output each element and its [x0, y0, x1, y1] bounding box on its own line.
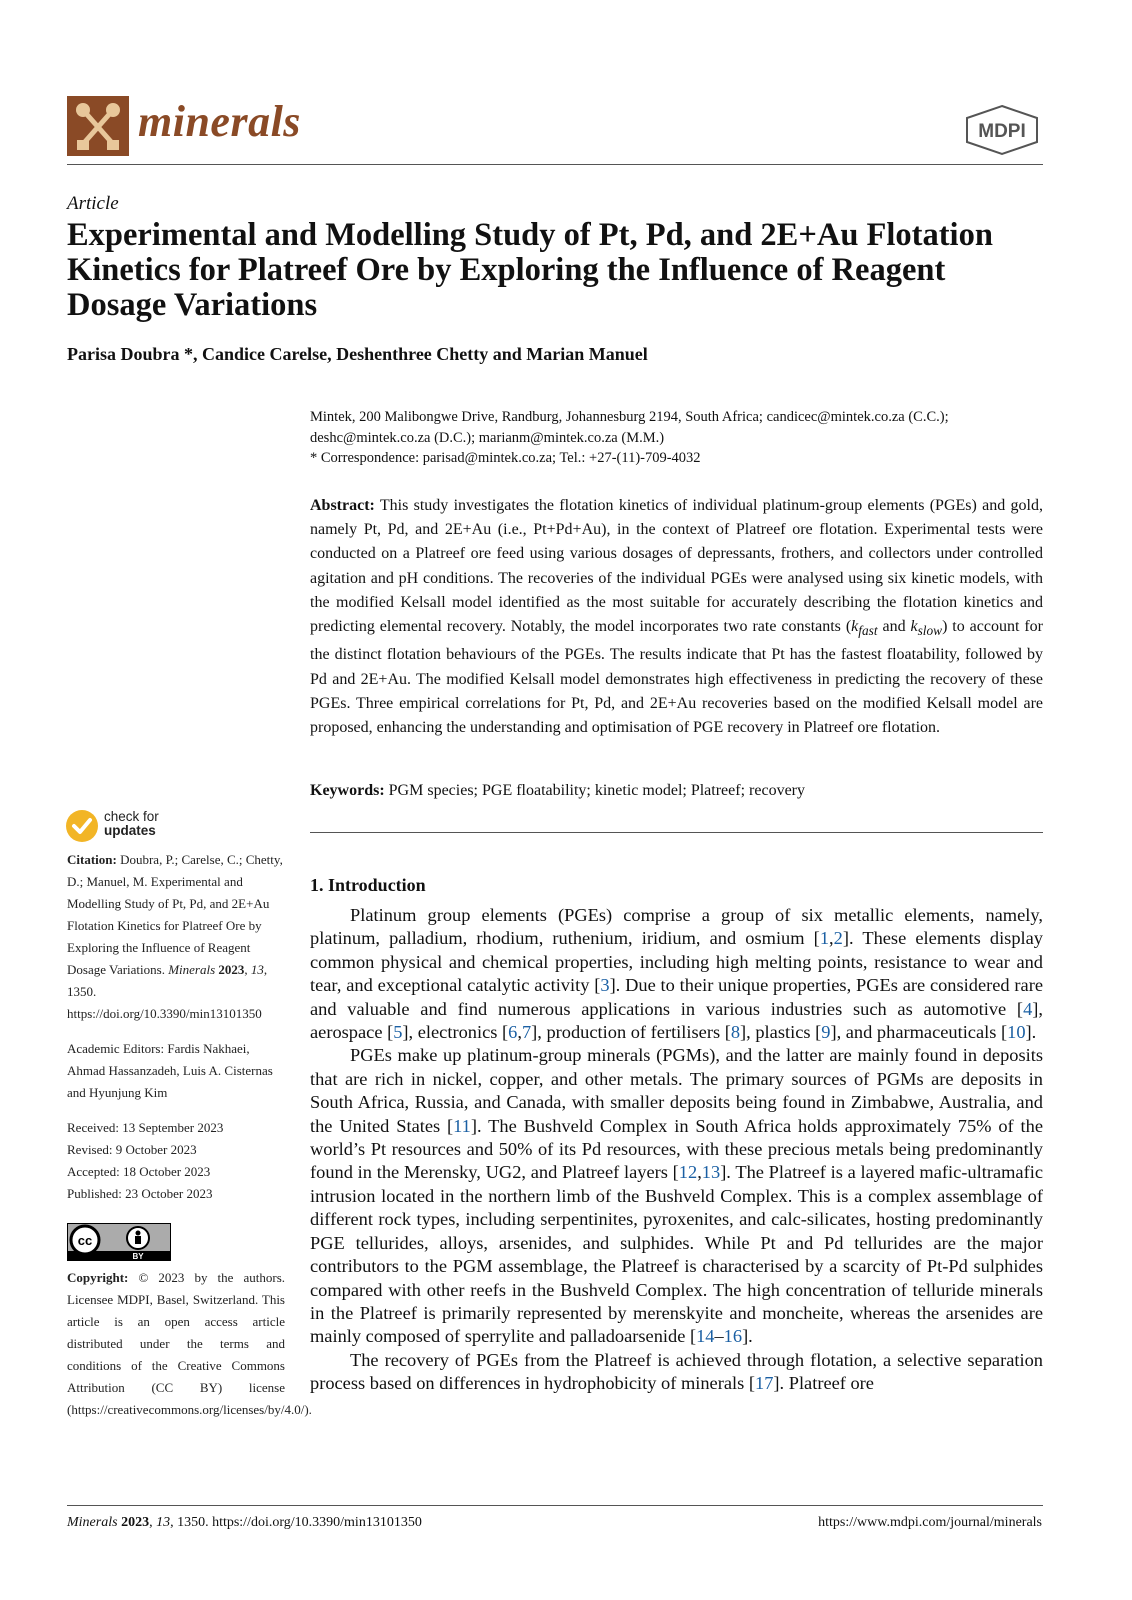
citation-link[interactable]: 7: [521, 1022, 532, 1043]
paragraph-1: Platinum group elements (PGEs) comprise a group of six metallic elements, namely, platinum, palladium, rhodium, ruthenium, iridium, and osmium [1,2]. These elements display common physical and chemical properties, including high melting points, resistance to wear and tear, and exceptional catalytic activity [3]. Due to their unique properties, PGEs are considered rare and valuable and find numerous applications in various industries such as automotive [4], aerospace [5], electronics [6,7], production of fertilisers [8], plastics [9], and pharmaceuticals [10].: [310, 905, 1043, 1043]
citation-link[interactable]: 3: [600, 975, 610, 996]
footer-citation: Minerals 2023, 13, 1350. https://doi.org/10.3390/min13101350: [67, 1515, 422, 1530]
abstract-divider: [310, 832, 1043, 833]
citation-link[interactable]: 4: [1023, 998, 1033, 1019]
abstract: Abstract: This study investigates the flotation kinetics of individual platinum-group elements (PGEs) and gold, namely Pt, Pd, and 2E+Au (i.e., Pt+Pd+Au), in the context of Platreef ore flotation. Experimental tests were conducted on a Platreef ore feed using various dosages of depressants, frothers, and collectors under controlled agitation and pH conditions. The recoveries of the individual PGEs were analysed using six kinetic models, with the modified Kelsall model identified as the most suitable for accurately describing the flotation kinetics and predicting elemental recovery. Notably, the model incorporates two rate constants ($k_{fast}$ and $k_{slow}$) to account for the distinct flotation behaviours of the PGEs. The results indicate that Pt has the fastest floatability, followed by Pd and 2E+Au. The modified Kelsall model demonstrates high effectiveness in predicting the recovery of these PGEs. Three empirical correlations for Pt, Pd, and 2E+Au recoveries based on the modified Kelsall model are proposed, enhancing the understanding and optimisation of PGE recovery in Platreef ore flotation.: [310, 497, 1044, 737]
header-rule: [67, 164, 1043, 165]
citation-link[interactable]: 8: [730, 1022, 741, 1043]
citation-link[interactable]: 17: [755, 1373, 774, 1394]
citation-link[interactable]: 1: [819, 928, 830, 949]
footer-rule: [67, 1505, 1043, 1506]
correspondence: * Correspondence: parisad@mintek.co.za; Tel.: +27-(11)-709-4032: [310, 450, 701, 466]
section-heading: 1. Introduction: [310, 875, 426, 895]
paragraph-2: PGEs make up platinum-group minerals (PGMs), and the latter are mainly found in deposits that are rich in nickel, copper, and other metals. The primary sources of PGMs are deposits in South Africa, Russia, and Canada, with smaller deposits being found in Zimbabwe, Australia, and the United States [11]. The Bushveld Complex in South Africa holds approximately 75% of the world’s Pt resources and 50% of its Pd resources, with these precious metals being predominantly found in the Merensky, UG2, and Platreef layers [12,13]. The Platreef is a layered mafic-ultramafic intrusion located in the northern limb of the Bushveld Complex. This is a complex assemblage of different rock types, including serpentinites, pyroxenites, and calc-silicates, hosting predominantly PGE tellurides, alloys, arsenides, and sulphides. While Pt and Pd tellurides are the major contributors to the PGM assemblage, the Platreef is characterised by a scarcity of Pt-Pd sulphides compared with other reefs in the Bushveld Complex. The high concentration of telluride minerals in the Platreef is primarily represented by merenskyite and moncheite, whereas the arsenides are mainly composed of sperrylite and palladoarsenide [14–16].: [310, 1045, 1043, 1347]
citation-link[interactable]: 6: [508, 1022, 518, 1043]
checkmark-icon: [66, 810, 98, 842]
citation-link[interactable]: 9: [821, 1022, 831, 1043]
article-type: Article: [67, 193, 119, 214]
published-date: Published: 23 October 2023: [67, 1186, 213, 1201]
k-slow: $k_{slow}$: [910, 618, 943, 639]
copyright-block: Copyright: © 2023 by the authors. Licensee MDPI, Basel, Switzerland. This article is an open access article distributed under the terms and conditions of the Creative Commons Attribution (CC BY) license (https://creativecommons.org/licenses/by/4.0/).: [67, 1270, 312, 1417]
citation-block: Citation: Doubra, P.; Carelse, C.; Chetty, D.; Manuel, M. Experimental and Modelling Study of Pt, Pd, and 2E+Au Flotation Kinetics for Platreef Ore by Exploring the Influence of Reagent Dosage Variations. Minerals 2023, 13, 1350. https://doi.org/10.3390/min13101350: [67, 852, 283, 1021]
abstract-text-1: This study investigates the flotation kinetics of individual platinum-group elements (PGEs) and gold, namely Pt, Pd, and 2E+Au (i.e., Pt+Pd+Au), in the context of Platreef ore flotation. Experimental tests were conducted on a Platreef ore feed using various dosages of depressants, frothers, and collectors under controlled agitation and pH conditions. The recoveries of the individual PGEs were analysed using six kinetic models, with the modified Kelsall model identified as the most suitable for accurately describing the flotation kinetics and predicting elemental recovery. Notably, the model incorporates two rate constants (: [310, 497, 1043, 636]
check-for-updates-label[interactable]: check for updates: [104, 809, 159, 838]
abstract-label: Abstract:: [310, 497, 375, 514]
body-text: [310, 904, 1043, 1396]
mdpi-logo: [963, 104, 1041, 156]
accepted-date: Accepted: 18 October 2023: [67, 1164, 211, 1179]
keywords-text: PGM species; PGE floatability; kinetic model; Platreef; recovery: [388, 782, 805, 799]
footer-journal-url[interactable]: https://www.mdpi.com/journal/minerals: [818, 1515, 1042, 1530]
citation-link[interactable]: 10: [1007, 1022, 1026, 1043]
citation-link[interactable]: 13: [701, 1162, 721, 1183]
received-date: Received: 13 September 2023: [67, 1120, 224, 1135]
academic-editors: Academic Editors: Fardis Nakhaei, Ahmad Hassanzadeh, Luis A. Cisternas and Hyunjung Kim: [67, 1041, 273, 1100]
svg-text:BY: BY: [132, 1252, 144, 1260]
mdpi-logo-text: MDPI: [978, 121, 1026, 142]
history-dates: [67, 1117, 285, 1205]
abstract-text-2: ) to account for the distinct flotation behaviours of the PGEs. The results indicate that Pt has the fastest floatability, followed by Pd and 2E+Au. The modified Kelsall model demonstrates high effectiveness in predicting the recovery of these PGEs. Three empirical correlations for Pt, Pd, and 2E+Au recoveries based on the modified Kelsall model are proposed, enhancing the understanding and optimisation of PGE recovery in Platreef ore flotation.: [310, 618, 1044, 737]
journal-name: minerals: [138, 97, 301, 146]
k-fast: $k_{fast}$: [851, 618, 878, 639]
citation-link[interactable]: 12: [678, 1162, 698, 1183]
paragraph-3: The recovery of PGEs from the Platreef is achieved through flotation, a selective separation process based on differences in hydrophobicity of minerals [17]. Platreef ore: [310, 1349, 1043, 1394]
article-title: Experimental and Modelling Study of Pt, Pd, and 2E+Au Flotation Kinetics for Platreef Ore by Exploring the Influence of Reagent Dosage Variations: [67, 217, 993, 323]
svg-text:cc: cc: [77, 1233, 93, 1248]
journal-logo: [67, 96, 129, 156]
keywords: [310, 782, 1043, 800]
affiliation-line-2: deshc@mintek.co.za (D.C.); marianm@mintek.co.za (M.M.): [310, 429, 665, 446]
citation-link[interactable]: 2: [833, 928, 843, 949]
revised-date: Revised: 9 October 2023: [67, 1142, 197, 1157]
citation-link[interactable]: 14: [696, 1326, 715, 1347]
creative-commons-icon: [68, 1224, 170, 1260]
cc-by-license-badge[interactable]: [67, 1223, 171, 1261]
affiliation-line-1: Mintek, 200 Malibongwe Drive, Randburg, Johannesburg 2194, South Africa; candicec@mintek.co.za (C.C.);: [310, 409, 949, 425]
author-list: Parisa Doubra *, Candice Carelse, Deshenthree Chetty and Marian Manuel: [67, 344, 648, 364]
citation-link[interactable]: 5: [393, 1022, 403, 1043]
affiliations: [310, 407, 1050, 469]
check-for-updates-button[interactable]: [66, 810, 98, 842]
citation-link[interactable]: 16: [723, 1326, 743, 1347]
crossed-shovels-icon: [67, 96, 129, 156]
citation-link[interactable]: 11: [453, 1115, 471, 1136]
keywords-label: Keywords:: [310, 782, 385, 799]
